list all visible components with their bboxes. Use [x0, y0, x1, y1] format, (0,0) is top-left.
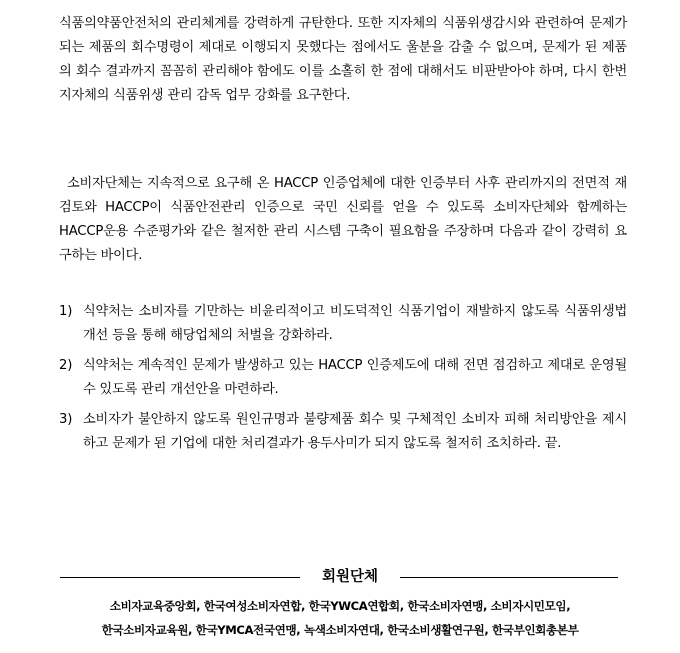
paragraph-criticism: 식품의약품안전처의 관리체계를 강력하게 규탄한다. 또한 지자체의 식품위생감시와 관련하여 문제가 되는 제품의 회수명령이 제대로 이행되지 못했다는 점에서도 울분을 감출 수 없으며, 문제가 된 제품의 회수 결과까지 꼼꼼히 관리해야 함에도 이를 소홀히 한 점에 대해서도 비판받아야 하며, 다시 한번 지자체의 식품위생 관리 감독 업무 강화를 요구한다. [59, 16, 627, 103]
list-item-number: 2) [59, 358, 73, 373]
paragraph-haccp-demand: 소비자단체는 지속적으로 요구해 온 HACCP 인증업체에 대한 인증부터 사후 관리까지의 전면적 재검토와 HACCP이 식품안전관리 인증으로 국민 신뢰를 얻을 수 있도록 소비자단체와 함께하는 HACCP운용 수준평가와 같은 철저한 관리 시스템 구축이 필요함을 주장하며 다음과 같이 강력히 요구하는 바이다. [59, 176, 627, 263]
member-organizations-line-2: 한국소비자교육원, 한국YMCA전국연맹, 녹색소비자연대, 한국소비생활연구원, 한국부인회총본부 [101, 623, 579, 637]
footer-title: 회원단체 [321, 569, 379, 585]
list-item [59, 300, 627, 348]
list-item [59, 354, 627, 402]
footer-divider-right [400, 577, 618, 578]
footer-divider-left [60, 577, 300, 578]
list-item-text: 식약처는 계속적인 문제가 발생하고 있는 HACCP 인증제도에 대해 전면 점검하고 제대로 운영될 수 있도록 관리 개선안을 마련하라. [83, 358, 627, 397]
list-item-number: 3) [59, 412, 73, 427]
demand-list [59, 300, 627, 462]
list-item-number: 1) [59, 304, 73, 319]
list-item-text: 소비자가 불안하지 않도록 원인규명과 불량제품 회수 및 구체적인 소비자 피해 처리방안을 제시하고 문제가 된 기업에 대한 처리결과가 용두사미가 되지 않도록 철저히 조치하라. 끝. [83, 412, 627, 451]
member-organizations-line-1: 소비자교육중앙회, 한국여성소비자연합, 한국YWCA연합회, 한국소비자연맹, 소비자시민모임, [109, 599, 571, 613]
list-item-text: 식약처는 소비자를 기만하는 비윤리적이고 비도덕적인 식품기업이 재발하지 않도록 식품위생법 개선 등을 통해 해당업체의 처벌을 강화하라. [83, 304, 627, 343]
list-item [59, 408, 627, 456]
